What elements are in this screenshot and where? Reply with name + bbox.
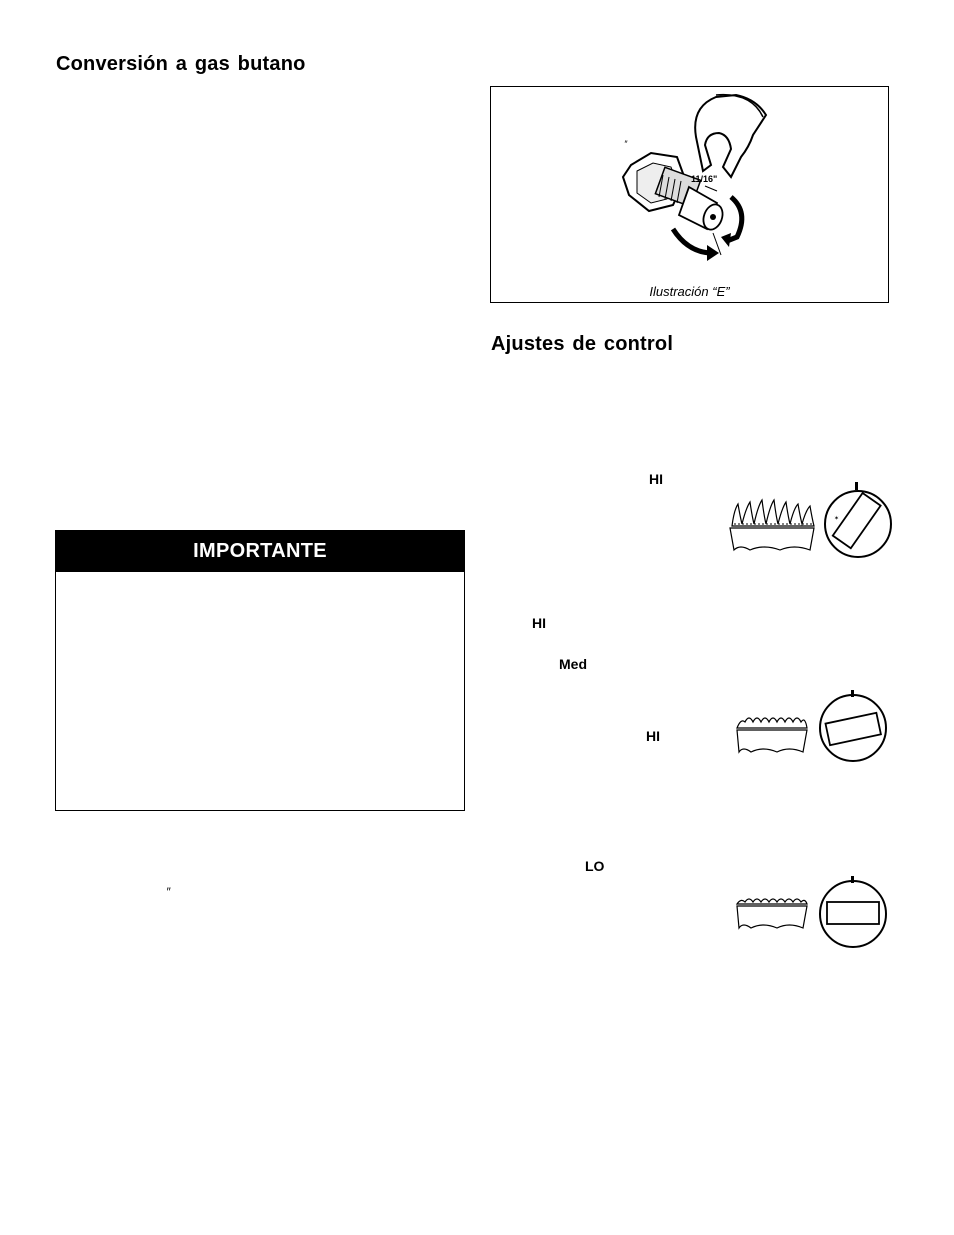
flame-knob-hi-illustration [724, 480, 896, 560]
illustration-caption: Ilustración “E” [649, 284, 730, 299]
setting-label-lo: LO [585, 858, 605, 874]
burner-flame-low-icon [737, 899, 807, 928]
setting-label-hi: HI [649, 471, 663, 487]
flame-knob-med-illustration [731, 690, 891, 768]
flame-knob-lo-illustration [731, 876, 891, 950]
important-notice-title: IMPORTANTE [56, 531, 464, 572]
figure-tick-mark: ″ [624, 139, 628, 149]
important-notice-box [55, 530, 465, 811]
control-knob-lo-icon [820, 876, 886, 947]
svg-text:✶: ✶ [834, 516, 840, 522]
burner-flame-medium-icon [737, 718, 807, 752]
wrench-orifice-illustration [491, 87, 888, 302]
wrench-size-label: 11/16" [691, 174, 718, 184]
control-knob-med-icon [820, 690, 886, 761]
section-heading-butane-conversion: Conversión a gas butano [56, 53, 306, 75]
section-heading-control-settings: Ajustes de control [491, 333, 674, 355]
control-knob-hi-icon [825, 482, 891, 557]
setting-label-hi: HI [532, 615, 546, 631]
setting-label-med: Med [559, 656, 587, 672]
illustration-e-frame [490, 86, 889, 303]
stray-quote-mark: ″ [166, 885, 171, 899]
setting-label-hi: HI [646, 728, 660, 744]
burner-flame-high-icon [730, 500, 814, 550]
